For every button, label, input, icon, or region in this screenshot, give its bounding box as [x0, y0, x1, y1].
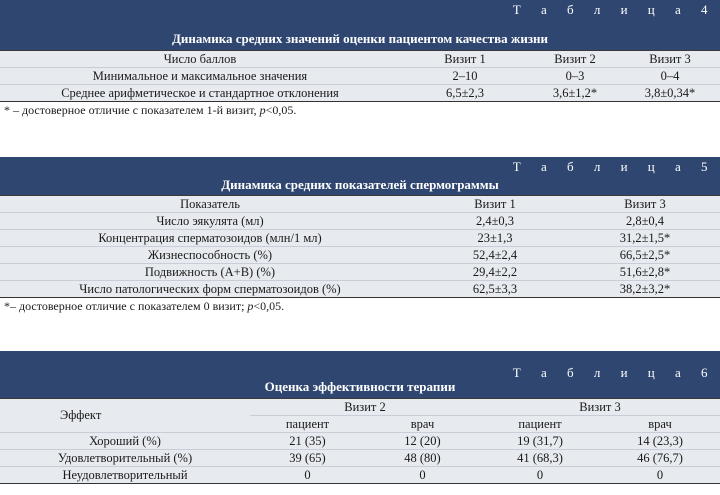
table-cell: Подвижность (А+В) (%): [144, 265, 276, 279]
table-row: [0, 466, 720, 483]
subheader: врач: [648, 417, 672, 431]
table-4-header: [0, 0, 720, 50]
table-row: [0, 432, 720, 449]
table-row: [0, 449, 720, 466]
footnote-p: p: [247, 299, 254, 313]
column-header: Визит 2: [554, 52, 596, 66]
effect-header: Эффект: [60, 408, 102, 422]
table-4-label: Т а б л и ц а 4: [512, 2, 716, 17]
table-row: [0, 280, 720, 297]
footnote-text: <0,05.: [253, 299, 285, 313]
footnote-text: <0,05.: [265, 103, 297, 117]
table-cell: Минимальное и максимальное значения: [92, 69, 308, 83]
table-cell: 38,2±3,2*: [619, 282, 671, 296]
table-row: [0, 263, 720, 280]
subheader: врач: [410, 417, 435, 431]
table-row: [0, 246, 720, 263]
subheader: пациент: [518, 417, 562, 431]
footnote-p: p: [259, 103, 266, 117]
table-cell: 46 (76,7): [637, 451, 683, 465]
table-6-header: [0, 351, 720, 398]
visit-3-header: Визит 3: [579, 400, 621, 414]
table-4: [0, 0, 720, 118]
table-5: [0, 157, 720, 314]
table-cell: 31,2±1,5*: [619, 231, 671, 245]
table-cell: 0: [536, 468, 544, 482]
table-4-column-headers: [0, 50, 720, 67]
table-cell: 3,8±0,34*: [644, 86, 696, 100]
table-row: [0, 212, 720, 229]
table-6: [0, 351, 720, 484]
table-cell: 51,6±2,8*: [619, 265, 671, 279]
table-5-header: [0, 157, 720, 195]
table-5-column-headers: [0, 195, 720, 212]
table-cell: 0: [656, 468, 664, 482]
table-cell: 21 (35): [289, 434, 326, 448]
table-6-column-headers: [0, 398, 720, 432]
table-cell: 0: [304, 468, 311, 482]
table-cell: 52,4±2,4: [472, 248, 518, 262]
table-4-footnote: [0, 102, 720, 118]
table-cell: Концентрация сперматозоидов (млн/1 мл): [98, 231, 322, 245]
footnote-text: *– достоверное отличие с показателем 0 визит;: [4, 299, 248, 313]
table-5-footnote: [0, 298, 720, 314]
table-cell: 19 (31,7): [517, 434, 563, 448]
column-header: Визит 3: [624, 197, 666, 211]
table-5-body: [0, 195, 720, 298]
column-header: Число баллов: [163, 52, 237, 66]
table-cell: Жизнеспособность (%): [147, 248, 273, 262]
table-cell: 62,5±3,3: [472, 282, 518, 296]
table-cell: 66,5±2,5*: [619, 248, 671, 262]
column-header: Визит 1: [444, 52, 486, 66]
table-4-body: [0, 50, 720, 102]
table-cell: 0–3: [565, 69, 585, 83]
visits-header: [250, 399, 720, 432]
visit-group-row: [250, 399, 720, 415]
table-cell: 48 (80): [404, 451, 441, 465]
table-cell: Удовлетворительный (%): [57, 451, 193, 465]
table-cell: 12 (20): [404, 434, 441, 448]
table-5-title: Динамика средних показателей спермограммы: [221, 177, 499, 192]
table-cell: 2,8±0,4: [625, 214, 665, 228]
table-row: [0, 84, 720, 101]
subheader: пациент: [285, 417, 330, 431]
table-5-label: Т а б л и ц а 5: [512, 159, 716, 174]
footnote-text: * – достоверное отличие с показателем 1-й визит,: [4, 103, 260, 117]
table-cell: 23±1,3: [477, 231, 513, 245]
table-cell: 3,6±1,2*: [552, 86, 598, 100]
table-cell: 0–4: [660, 69, 680, 83]
table-cell: 41 (68,3): [517, 451, 563, 465]
visit-2-header: Визит 2: [344, 400, 386, 414]
table-cell: Хороший (%): [89, 434, 161, 448]
table-cell: 29,4±2,2: [472, 265, 518, 279]
table-row: [0, 229, 720, 246]
table-6-label: Т а б л и ц а 6: [512, 365, 716, 380]
table-cell: Число эякулята (мл): [156, 214, 264, 228]
table-cell: Среднее арифметическое и стандартное отклонения: [61, 86, 339, 100]
table-cell: 2–10: [452, 69, 478, 83]
table-cell: Число патологических форм сперматозоидов (%): [79, 282, 341, 296]
table-cell: 0: [419, 468, 426, 482]
column-header: Визит 3: [649, 52, 691, 66]
table-4-title: Динамика средних значений оценки пациентом качества жизни: [171, 31, 549, 46]
table-6-body: [0, 398, 720, 484]
table-cell: 39 (65): [289, 451, 326, 465]
table-cell: 14 (23,3): [637, 434, 683, 448]
table-cell: Неудовлетворительный: [62, 468, 188, 482]
column-header: Визит 1: [474, 197, 516, 211]
subheader-row: [250, 415, 720, 432]
table-row: [0, 67, 720, 84]
table-cell: 2,4±0,3: [475, 214, 515, 228]
table-cell: 6,5±2,3: [445, 86, 485, 100]
column-header: Показатель: [180, 197, 240, 211]
table-6-title: Оценка эффективности терапии: [264, 379, 456, 394]
